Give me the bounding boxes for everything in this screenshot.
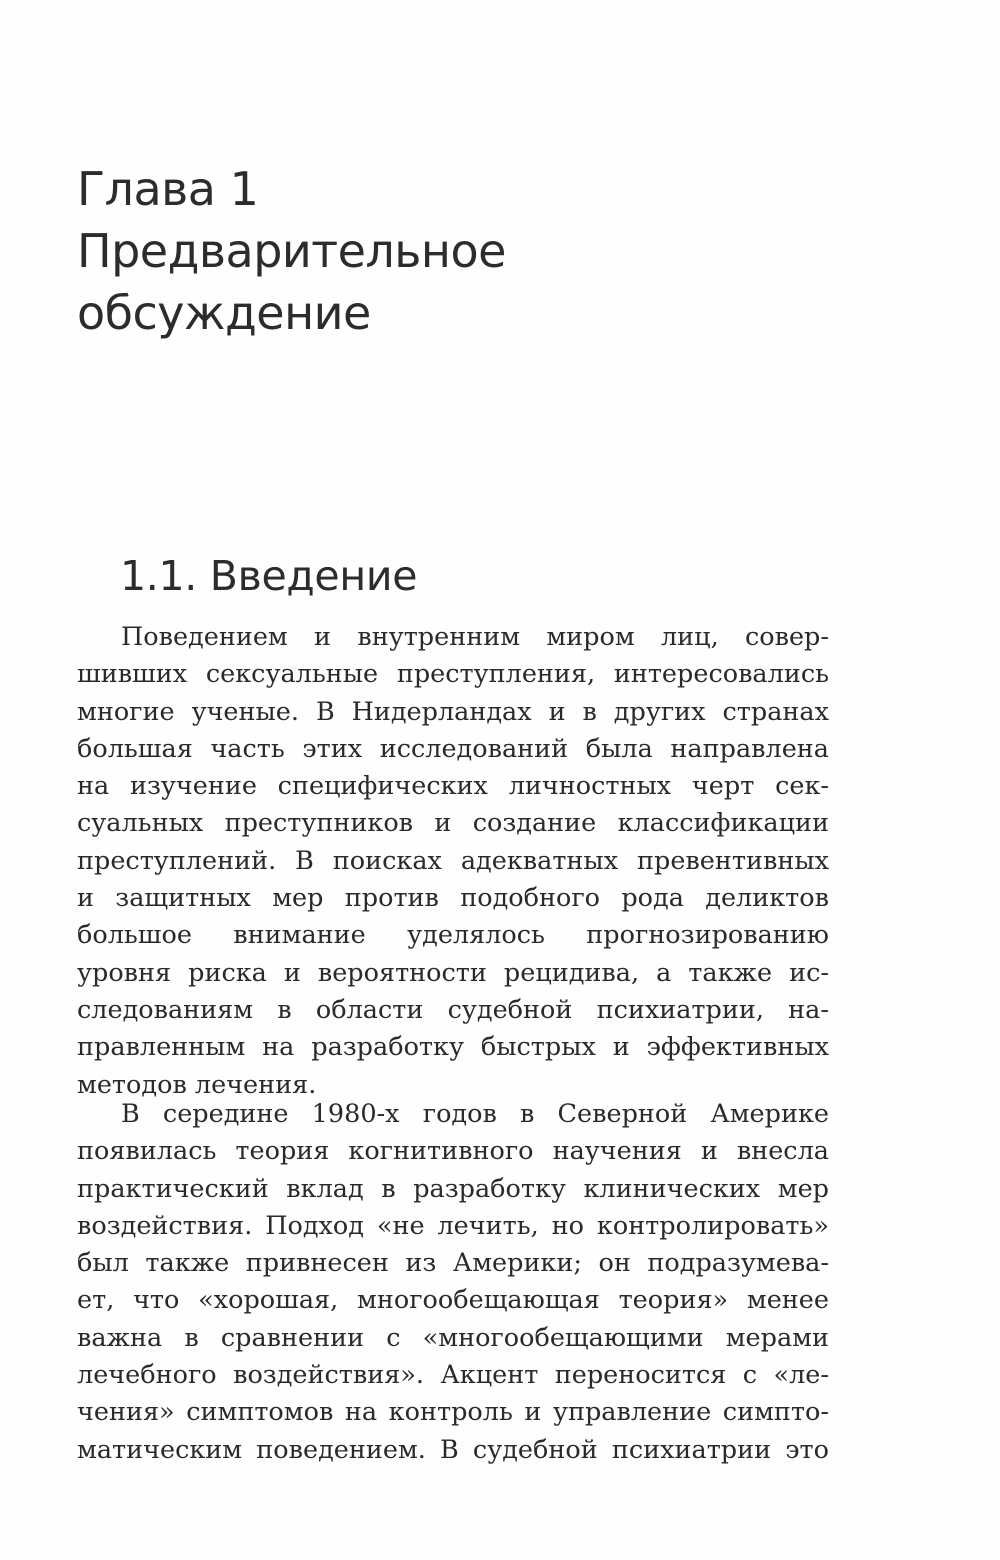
text-line: лечебного воздействия». Акцент переносится с «ле-: [77, 1360, 829, 1391]
text-line: практический вклад в разработку клинических мер: [77, 1173, 829, 1204]
chapter-number: Глава 1: [77, 162, 259, 216]
text-line: на изучение специфических личностных черт сек-: [77, 771, 829, 802]
text-line: многие ученые. В Нидерландах и в других странах: [77, 696, 829, 727]
text-line: важна в сравнении с «многообещающими мерами: [77, 1322, 829, 1353]
text-line: воздействия. Подход «не лечить, но контролировать»: [77, 1210, 829, 1241]
text-line: был также привнесен из Америки; он подразумева-: [77, 1248, 829, 1279]
text-line: большое внимание уделялось прогнозированию: [77, 920, 829, 951]
paragraph-2: [77, 1096, 829, 1469]
text-line: следованиям в области судебной психиатрии, на-: [77, 994, 829, 1025]
text-line: большая часть этих исследований была направлена: [77, 733, 829, 764]
section-heading: 1.1. Введение: [120, 552, 418, 600]
text-line: матическим поведением. В судебной психиатрии это: [77, 1434, 829, 1465]
text-line: чения» симптомов на контроль и управление симпто-: [77, 1397, 829, 1428]
text-line: суальных преступников и создание классификации: [77, 808, 829, 839]
text-line: Поведением и внутренним миром лиц, совер-: [121, 622, 829, 652]
text-line: ет, что «хорошая, многообещающая теория» менее: [77, 1285, 829, 1316]
chapter-title-line-2: обсуждение: [77, 286, 371, 340]
text-line: правленным на разработку быстрых и эффективных: [77, 1032, 829, 1063]
text-line: появилась теория когнитивного научения и внесла: [77, 1136, 829, 1167]
chapter-title-line-1: Предварительное: [77, 224, 506, 278]
text-line: методов лечения.: [77, 1069, 317, 1100]
chapter-title: [77, 158, 857, 344]
text-line: уровня риска и вероятности рецидива, а также ис-: [77, 957, 829, 988]
text-line: преступлений. В поисках адекватных превентивных: [77, 845, 829, 876]
text-line: В середине 1980-х годов в Северной Америке: [121, 1099, 829, 1129]
text-line: шивших сексуальные преступления, интересовались: [77, 659, 829, 690]
text-line: и защитных мер против подобного рода деликтов: [77, 883, 829, 914]
paragraph-1: [77, 619, 829, 1104]
